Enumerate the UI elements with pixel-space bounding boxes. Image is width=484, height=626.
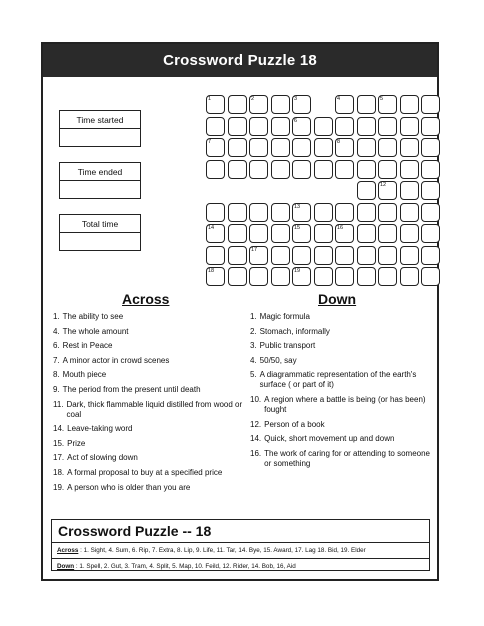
clue-text: Magic formula	[259, 312, 310, 321]
cell-number: 8	[337, 139, 341, 145]
grid-cell[interactable]	[421, 246, 440, 265]
clue-text: Dark, thick flammable liquid distilled from wood or coal	[66, 399, 243, 419]
clue-number: 4.	[250, 355, 257, 365]
answer-key-down	[52, 558, 429, 574]
clue-text: Quick, short movement up and down	[264, 434, 395, 444]
cell-number: 14	[208, 225, 215, 231]
grid-cell[interactable]	[249, 95, 268, 114]
grid-cell[interactable]	[335, 203, 354, 222]
time-started-field[interactable]	[60, 129, 140, 146]
clue-text: Mouth piece	[62, 370, 107, 380]
clue-number: 7.	[53, 355, 60, 365]
grid-cell[interactable]	[357, 160, 376, 179]
clue-text: A person who is older than you are	[67, 482, 191, 492]
grid-cell[interactable]	[357, 203, 376, 222]
grid-cell[interactable]	[335, 138, 354, 157]
grid-cell[interactable]	[228, 160, 247, 179]
grid-cell[interactable]	[357, 224, 376, 243]
grid-cell[interactable]	[314, 203, 333, 222]
puzzle-frame	[41, 42, 439, 581]
cell-number: 19	[294, 268, 301, 274]
answer-key-down-label: Down	[57, 563, 75, 570]
grid-cell[interactable]	[421, 160, 440, 179]
grid-cell[interactable]	[271, 246, 290, 265]
time-ended-field[interactable]	[60, 181, 140, 198]
clue-number: 14.	[250, 434, 262, 444]
across-clue	[53, 439, 243, 449]
grid-cell[interactable]	[378, 267, 397, 286]
down-clue	[250, 434, 434, 444]
time-started-box	[59, 110, 141, 147]
clue-number: 3.	[250, 341, 257, 351]
clue-number: 9.	[53, 384, 60, 394]
grid-cell[interactable]	[400, 117, 419, 136]
grid-cell[interactable]	[314, 138, 333, 157]
grid-cell[interactable]	[271, 117, 290, 136]
grid-cell[interactable]	[357, 267, 376, 286]
grid-cell[interactable]	[357, 246, 376, 265]
clue-text: Public transport	[259, 341, 316, 351]
grid-cell[interactable]	[314, 224, 333, 243]
clue-number: 5.	[250, 370, 257, 380]
time-started-label: Time started	[60, 111, 140, 129]
clue-number: 1.	[250, 312, 257, 321]
down-clue	[250, 356, 434, 366]
grid-cell[interactable]	[249, 224, 268, 243]
answer-key-across-text: : 1. Sight, 4. Sum, 6. Rip, 7. Extra, 8. Lip, 9. Life, 11. Tar, 14. Bye, 15. Award, 17. Lag 18. Bid, 19. Elder	[78, 547, 366, 554]
clue-text: The work of caring for or attending to someone or something	[264, 448, 430, 468]
grid-cell[interactable]	[228, 117, 247, 136]
cell-number: 16	[337, 225, 344, 231]
grid-cell[interactable]	[228, 267, 247, 286]
clue-text: A minor actor in crowd scenes	[62, 355, 170, 365]
cell-number: 5	[380, 96, 384, 102]
cell-number: 1	[208, 96, 212, 102]
grid-cell[interactable]	[228, 138, 247, 157]
grid-cell[interactable]	[228, 95, 247, 114]
clue-text: Rest in Peace	[62, 341, 113, 351]
cell-number: 3	[294, 96, 298, 102]
cell-number: 12	[380, 182, 387, 188]
grid-cell[interactable]	[206, 95, 225, 114]
grid-cell[interactable]	[206, 117, 225, 136]
grid-cell[interactable]	[357, 117, 376, 136]
answer-key-title: Crossword Puzzle -- 18	[52, 520, 429, 543]
down-clue	[250, 395, 434, 415]
clue-text: A formal proposal to buy at a specified price	[67, 467, 223, 477]
clue-text: A diagrammatic representation of the earth's surface ( or part of it)	[259, 370, 417, 390]
grid-cell[interactable]	[421, 95, 440, 114]
down-clue	[250, 449, 434, 469]
grid-cell[interactable]	[421, 224, 440, 243]
clue-number: 6.	[53, 341, 60, 351]
across-clue	[53, 341, 243, 351]
clue-number: 8.	[53, 370, 60, 380]
grid-cell[interactable]	[292, 224, 311, 243]
across-clue	[53, 483, 243, 493]
grid-cell[interactable]	[378, 181, 397, 200]
clue-number: 18.	[53, 467, 65, 477]
cell-number: 13	[294, 203, 301, 210]
grid-cell[interactable]	[400, 246, 419, 265]
answer-key-across-label: Across	[57, 547, 79, 554]
grid-cell[interactable]	[206, 203, 225, 222]
grid-cell[interactable]	[357, 95, 376, 114]
clue-number: 10.	[250, 394, 262, 404]
clue-number: 19.	[53, 482, 65, 492]
clue-number: 17.	[53, 453, 65, 463]
answer-key-down-text: : 1. Spell, 2. Gut, 3. Tram, 4. Split, 5. Map, 10. Feild, 12. Rider, 14. Bob, 16, Aid	[74, 563, 296, 570]
down-clue	[250, 420, 434, 430]
cell-number: 7	[208, 139, 212, 145]
grid-cell[interactable]	[400, 181, 419, 200]
grid-cell[interactable]	[400, 160, 419, 179]
clue-text: Leave-taking word	[67, 424, 133, 434]
grid-cell[interactable]	[271, 95, 290, 114]
grid-cell[interactable]	[378, 203, 397, 222]
grid-cell[interactable]	[292, 95, 311, 114]
down-clue-list	[250, 312, 434, 473]
clue-number: 14.	[53, 424, 65, 434]
cell-number: 17	[251, 246, 258, 253]
total-time-label: Total time	[60, 215, 140, 233]
across-clue-list	[53, 312, 243, 497]
grid-cell[interactable]	[421, 203, 440, 222]
grid-cell[interactable]	[378, 95, 397, 114]
grid-cell[interactable]	[228, 203, 247, 222]
grid-cell[interactable]	[292, 117, 311, 136]
clue-number: 4.	[53, 326, 60, 336]
grid-cell[interactable]	[292, 246, 311, 265]
across-clue	[53, 453, 243, 463]
across-clue	[53, 385, 243, 395]
cell-number: 6	[294, 117, 298, 124]
grid-cell[interactable]	[249, 160, 268, 179]
clue-number: 2.	[250, 326, 257, 336]
grid-cell[interactable]	[335, 224, 354, 243]
grid-cell[interactable]	[421, 181, 440, 200]
grid-cell[interactable]	[400, 95, 419, 114]
grid-cell[interactable]	[249, 203, 268, 222]
grid-cell[interactable]	[228, 224, 247, 243]
grid-cell[interactable]	[357, 138, 376, 157]
across-clue	[53, 356, 243, 366]
grid-cell[interactable]	[249, 117, 268, 136]
grid-cell[interactable]	[335, 117, 354, 136]
grid-cell[interactable]	[335, 246, 354, 265]
grid-cell[interactable]	[249, 267, 268, 286]
grid-cell[interactable]	[314, 160, 333, 179]
clue-text: The whole amount	[62, 326, 129, 336]
page-title: Crossword Puzzle 18	[43, 44, 437, 77]
grid-cell[interactable]	[249, 246, 268, 265]
grid-cell[interactable]	[400, 267, 419, 286]
grid-cell[interactable]	[206, 267, 225, 286]
grid-cell[interactable]	[292, 203, 311, 222]
grid-cell[interactable]	[378, 224, 397, 243]
cell-number: 2	[251, 96, 255, 102]
across-clue	[53, 468, 243, 478]
grid-cell[interactable]	[400, 203, 419, 222]
cell-number: 18	[208, 268, 215, 274]
grid-cell[interactable]	[206, 224, 225, 243]
crossword-grid	[206, 95, 406, 295]
across-clue	[53, 327, 243, 337]
grid-cell[interactable]	[206, 246, 225, 265]
answer-key	[51, 519, 430, 571]
grid-cell[interactable]	[249, 138, 268, 157]
grid-cell[interactable]	[314, 267, 333, 286]
time-ended-box	[59, 162, 141, 199]
total-time-field[interactable]	[60, 233, 140, 250]
grid-cell[interactable]	[314, 117, 333, 136]
grid-cell[interactable]	[271, 203, 290, 222]
grid-cell[interactable]	[357, 181, 376, 200]
clue-text: The period from the present until death	[62, 384, 201, 394]
clue-number: 1.	[53, 312, 60, 321]
grid-cell[interactable]	[206, 160, 225, 179]
clue-text: 50/50, say	[259, 355, 297, 365]
grid-cell[interactable]	[292, 160, 311, 179]
grid-cell[interactable]	[378, 117, 397, 136]
grid-cell[interactable]	[314, 246, 333, 265]
clue-number: 15.	[53, 438, 65, 448]
grid-cell[interactable]	[378, 160, 397, 179]
clue-text: Act of slowing down	[67, 453, 138, 463]
total-time-box	[59, 214, 141, 251]
grid-cell[interactable]	[271, 160, 290, 179]
across-clue	[53, 312, 243, 322]
grid-cell[interactable]	[271, 138, 290, 157]
clue-text: A region where a battle is being (or has been) fought	[264, 394, 426, 414]
grid-cell[interactable]	[206, 138, 225, 157]
answer-key-across	[52, 543, 429, 558]
grid-cell[interactable]	[421, 267, 440, 286]
grid-cell[interactable]	[421, 138, 440, 157]
clue-text: Person of a book	[264, 419, 325, 429]
grid-cell[interactable]	[271, 224, 290, 243]
grid-cell[interactable]	[292, 138, 311, 157]
down-clue	[250, 341, 434, 351]
grid-cell[interactable]	[421, 117, 440, 136]
clue-text: The ability to see	[62, 312, 124, 321]
across-clue	[53, 370, 243, 380]
clue-number: 16.	[250, 448, 262, 458]
across-clue	[53, 424, 243, 434]
across-clue	[53, 400, 243, 420]
grid-cell[interactable]	[400, 138, 419, 157]
down-clue	[250, 312, 434, 322]
down-clue	[250, 370, 434, 390]
grid-cell[interactable]	[378, 246, 397, 265]
grid-cell[interactable]	[271, 267, 290, 286]
down-clue	[250, 327, 434, 337]
clue-text: Stomach, informally	[259, 326, 330, 336]
clue-number: 11.	[53, 399, 64, 409]
clue-text: Prize	[67, 438, 86, 448]
grid-cell[interactable]	[335, 160, 354, 179]
cell-number: 15	[294, 225, 301, 231]
time-ended-label: Time ended	[60, 163, 140, 181]
down-heading: Down	[318, 291, 357, 307]
clue-number: 12.	[250, 419, 262, 429]
cell-number: 4	[337, 96, 341, 102]
grid-cell[interactable]	[335, 267, 354, 286]
grid-cell[interactable]	[400, 224, 419, 243]
grid-cell[interactable]	[228, 246, 247, 265]
grid-cell[interactable]	[292, 267, 311, 286]
across-heading: Across	[122, 291, 170, 307]
grid-cell[interactable]	[378, 138, 397, 157]
grid-cell[interactable]	[335, 95, 354, 114]
